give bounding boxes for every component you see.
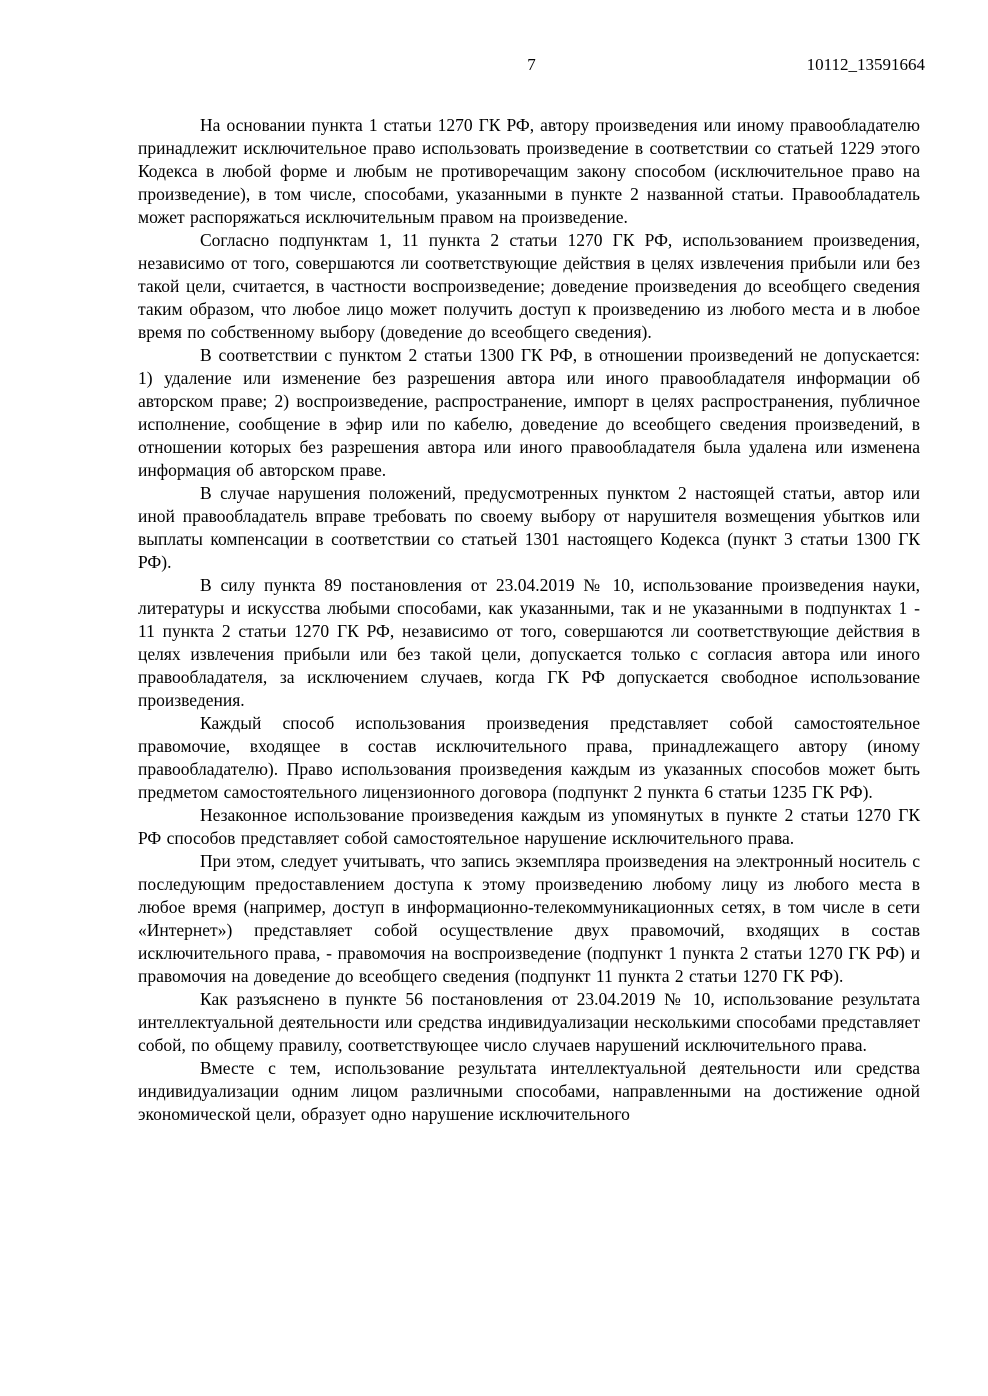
paragraph: В силу пункта 89 постановления от 23.04.2019 № 10, использование произведения науки, литературы и искусства любыми способами, как указанными, так и не указанными в подпунктах 1 - 11 пункта 2 статьи 1270 ГК РФ, независимо от того, совершаются ли соответствующие действия в целях извлечения прибыли или без такой цели, допускается только с согласия автора или иного правообладателя, за исключением случаев, когда ГК РФ допускается свободное использование произведения. <box>138 575 920 710</box>
paragraph: Незаконное использование произведения каждым из упомянутых в пункте 2 статьи 1270 ГК РФ способов представляет собой самостоятельное нарушение исключительного права. <box>138 805 920 848</box>
paragraph: При этом, следует учитывать, что запись экземпляра произведения на электронный носитель с последующим предоставлением доступа к этому произведению любому лицу из любого места в любое время (например, доступ в информационно-телекоммуникационных сетях, в том числе в сети «Интернет») представляет собой осуществление двух правомочий, входящих в состав исключительного права, - правомочия на воспроизведение (подпункт 1 пункта 2 статьи 1270 ГК РФ) и правомочия на доведение до всеобщего сведения (подпункт 11 пункта 2 статьи 1270 ГК РФ). <box>138 851 920 986</box>
paragraph: Вместе с тем, использование результата интеллектуальной деятельности или средства индивидуализации одним лицом различными способами, направленными на достижение одной экономической цели, образует одно нарушение исключительного <box>138 1058 920 1124</box>
paragraph: В случае нарушения положений, предусмотренных пунктом 2 настоящей статьи, автор или иной правообладатель вправе требовать по своему выбору от нарушителя возмещения убытков или выплаты компенсации в соответствии со статьей 1301 настоящего Кодекса (пункт 3 статьи 1300 ГК РФ). <box>138 483 920 572</box>
document-body <box>138 114 920 1126</box>
paragraph: Согласно подпунктам 1, 11 пункта 2 статьи 1270 ГК РФ, использованием произведения, независимо от того, совершаются ли соответствующие действия в целях извлечения прибыли или без такой цели, считается, в частности воспроизведение; доведение произведения до всеобщего сведения таким образом, что любое лицо может получить доступ к произведению из любого места и в любое время по собственному выбору (доведение до всеобщего сведения). <box>138 230 920 342</box>
paragraph: Каждый способ использования произведения представляет собой самостоятельное правомочие, входящее в состав исключительного права, принадлежащего автору (иному правообладателю). Право использования произведения каждым из указанных способов может быть предметом самостоятельного лицензионного договора (подпункт 2 пункта 6 статьи 1235 ГК РФ). <box>138 713 920 802</box>
paragraph: На основании пункта 1 статьи 1270 ГК РФ, автору произведения или иному правообладателю принадлежит исключительное право использовать произведение в соответствии со статьей 1229 этого Кодекса в любой форме и любым не противоречащим закону способом (исключительное право на произведение), в том числе, способами, указанными в пункте 2 названной статьи. Правообладатель может распоряжаться исключительным правом на произведение. <box>138 115 920 227</box>
page-header <box>138 54 925 78</box>
document-id: 10112_13591664 <box>806 55 925 74</box>
paragraph: Как разъяснено в пункте 56 постановления от 23.04.2019 № 10, использование результата интеллектуальной деятельности или средства индивидуализации несколькими способами представляет собой, по общему правилу, соответствующее число случаев нарушений исключительного права. <box>138 989 920 1055</box>
page-number: 7 <box>527 55 536 74</box>
paragraph: В соответствии с пунктом 2 статьи 1300 ГК РФ, в отношении произведений не допускается: 1) удаление или изменение без разрешения автора или иного правообладателя информации об авторском праве; 2) воспроизведение, распространение, импорт в целях распространения, публичное исполнение, сообщение в эфир или по кабелю, доведение до всеобщего сведения произведений, в отношении которых без разрешения автора или иного правообладателя была удалена или изменена информация об авторском праве. <box>138 345 920 480</box>
